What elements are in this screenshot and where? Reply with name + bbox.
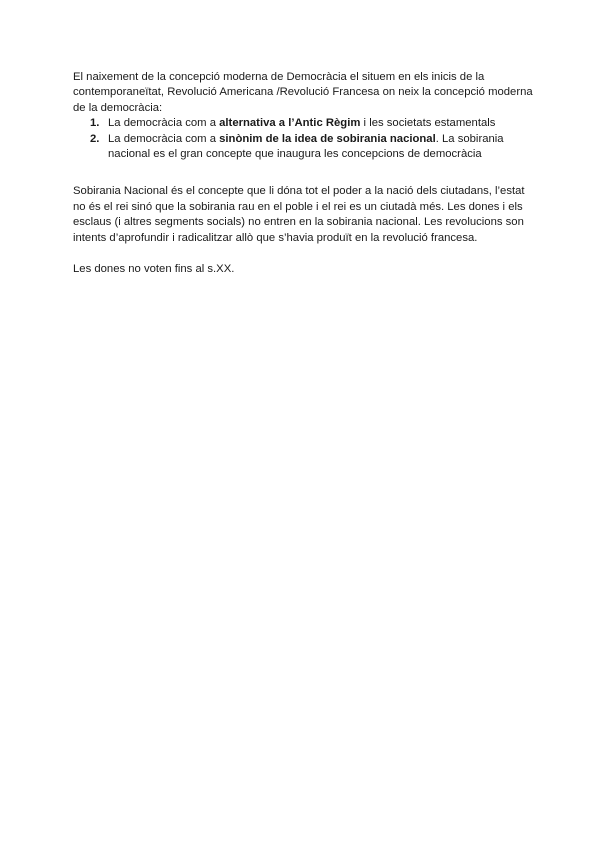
intro-paragraph: El naixement de la concepció moderna de Democràcia el situem en els inicis de la contemporaneïtat, Revolució Americana /Revolució Francesa on neix la concepció moderna de la democràcia: xyxy=(73,71,533,114)
paragraph-spacer xyxy=(73,246,533,262)
document-body xyxy=(73,70,533,277)
list-text-bold: sinònim de la idea de sobirania nacional xyxy=(219,132,436,145)
list-text-before: La democràcia com a xyxy=(108,132,220,145)
list-text-after: i les societats estamentals xyxy=(360,117,496,130)
paragraph-spacer xyxy=(73,162,533,184)
list-item xyxy=(73,116,533,131)
list-number: 2. xyxy=(90,132,100,145)
list-item xyxy=(73,132,533,163)
list-text-bold: alternativa a l’Antic Règim xyxy=(219,117,361,130)
list-text-before: La democràcia com a xyxy=(108,117,220,130)
sovereignty-paragraph: Sobirania Nacional és el concepte que li dóna tot el poder a la nació dels ciutadans, l’estat no és el rei sinó que la sobirania rau en el poble i el rei es un ciutadà més. Les dones i els esclaus (i altres segments socials) no entren en la sobirania nacional. Les revolucions son intents d’aprofundir i radicalitzar allò que s’havia produït en la revolució francesa. xyxy=(73,185,525,244)
numbered-list xyxy=(73,116,533,162)
list-number: 1. xyxy=(90,117,100,130)
closing-line: Les dones no voten fins al s.XX. xyxy=(73,263,235,276)
list-text-after: . La sobirania nacional es el gran concepte que inaugura les concepcions de democràcia xyxy=(108,132,504,161)
